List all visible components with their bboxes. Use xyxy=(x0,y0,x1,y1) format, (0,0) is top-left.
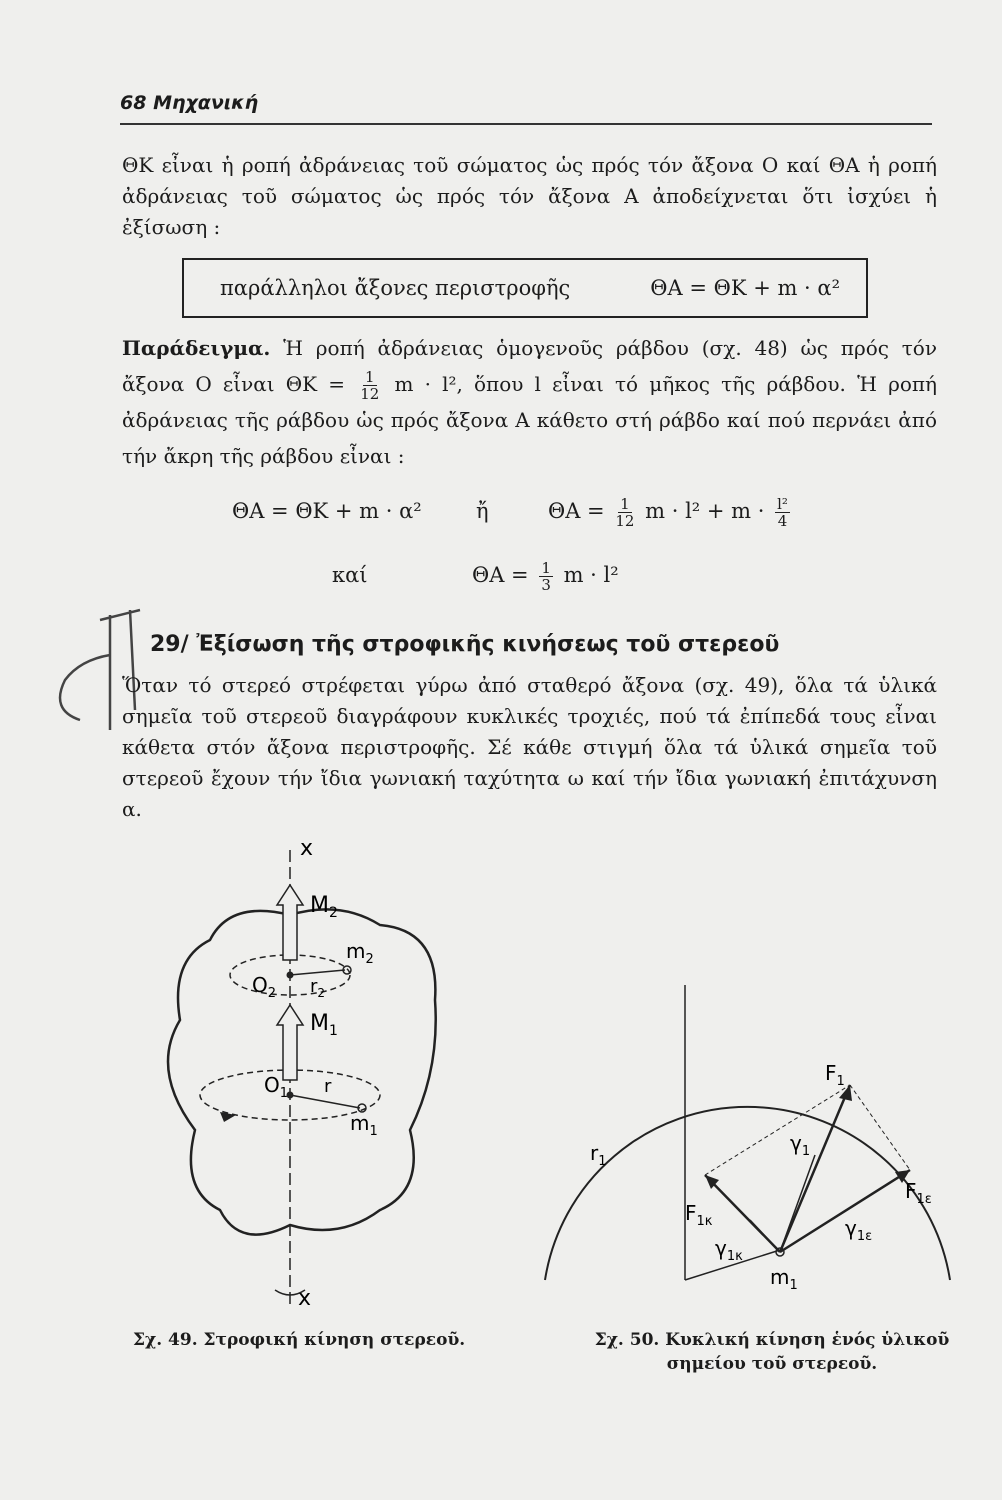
figure-50-caption xyxy=(592,1328,952,1376)
label-r2: $r_2$ xyxy=(310,976,326,1000)
label-m1: $m_1$ xyxy=(350,1111,378,1139)
label-O1: $O_1$ xyxy=(264,1073,289,1101)
vector-g1 xyxy=(780,1155,815,1252)
vector-g1e xyxy=(780,1205,855,1252)
eq1-fraction-numerator: 1 xyxy=(620,495,630,513)
fraction-numerator: 1 xyxy=(364,368,375,386)
equation-1-right xyxy=(548,496,794,529)
figure-49-caption: Σχ. 49. Στροφική κίνηση στερεοῦ. xyxy=(133,1330,466,1350)
example-fraction xyxy=(360,369,379,402)
eq1-fraction-denominator: 12 xyxy=(615,512,635,530)
header-rule xyxy=(120,123,932,125)
eq1-fraction2-numerator: l² xyxy=(777,495,788,513)
label-r1: $r_1$ xyxy=(590,1141,607,1169)
example-text-2: m · l², ὅπου l εἶναι τό μῆκος τῆς ράβδου. xyxy=(394,372,846,396)
chapter-title: Μηχανική xyxy=(153,92,259,114)
eq2-part-b: m · l² xyxy=(563,563,619,587)
label-F1: $F_1$ xyxy=(825,1061,845,1089)
label-M2: $M_2$ xyxy=(310,893,338,921)
label-r1: r xyxy=(324,1076,332,1097)
boxed-equation xyxy=(182,258,868,318)
eq2-fraction-denominator: 3 xyxy=(541,576,551,594)
example-paragraph xyxy=(122,330,937,474)
label-F1e: $F_{1\varepsilon}$ xyxy=(905,1179,932,1207)
eq1-right-part-a: ΘA = xyxy=(548,499,605,523)
label-O2: $O_2$ xyxy=(252,973,277,1001)
figure-50-caption-line-2: σημείου τοῦ στερεοῦ. xyxy=(666,1354,878,1374)
circular-path xyxy=(545,1107,950,1280)
boxed-equation-formula: ΘA = ΘK + m · α² xyxy=(650,276,840,300)
and-word: καί xyxy=(332,563,368,587)
running-head xyxy=(120,92,258,114)
label-x-top: x xyxy=(300,836,314,861)
label-g1e: $\gamma_{1\varepsilon}$ xyxy=(845,1216,873,1244)
eq2-fraction-numerator: 1 xyxy=(541,559,551,577)
eq1-right-part-b: m · l² + m · xyxy=(645,499,765,523)
section-title: Ἐξίσωση τῆς στροφικῆς κινήσεως τοῦ στερεοῦ xyxy=(196,632,780,657)
eq2-fraction xyxy=(539,560,553,593)
orbit-direction-arrow xyxy=(220,1112,236,1122)
example-text-1: Ἡ ροπή ἀδράνειας ὁμογενοῦς ράβδου (σχ. 48) ὡς πρός τόν ἄξονα Ο εἶναι ΘK = xyxy=(122,336,937,396)
fraction-denominator: 12 xyxy=(360,385,380,403)
eq1-fraction2-denominator: 4 xyxy=(777,512,788,530)
label-g1k: $\gamma_{1\kappa}$ xyxy=(715,1236,743,1264)
point-o2 xyxy=(287,972,294,979)
label-g1: $\gamma_1$ xyxy=(790,1131,811,1159)
intro-paragraph: ΘK εἶναι ἡ ροπή ἀδράνειας τοῦ σώματος ὡς πρός τόν ἄξονα Ο καί ΘA ἡ ροπή ἀδράνειας τοῦ σώματος ὡς πρός τόν ἄξονα Α ἀποδείχνεται ὅτι ἰσχύει ἡ ἐξίσωση : xyxy=(122,153,937,239)
equation-1-left: ΘA = ΘK + m · α² xyxy=(232,499,422,523)
label-F1k: $F_{1\kappa}$ xyxy=(685,1201,713,1229)
example-text-3: Ἡ ροπή ἀδράνειας τῆς ράβδου ὡς πρός ἄξονα Α κάθετο στή ράβδο καί πού περνάει ἀπό τήν ἄκρη τῆς ράβδου εἶναι : xyxy=(122,372,938,468)
example-heading: Παράδειγμα. xyxy=(122,336,271,360)
label-M1: $M_1$ xyxy=(310,1011,338,1039)
boxed-equation-label: παράλληλοι ἄξονες περιστροφῆς xyxy=(220,276,571,300)
section-body: Ὅταν τό στερεό στρέφεται γύρω ἀπό σταθερό ἄξονα (σχ. 49), ὅλα τά ὑλικά σημεῖα τοῦ στερεοῦ διαγράφουν κυκλικές τροχιές, πού τά ἐπίπεδά τους εἶναι κάθετα στόν ἄξονα περιστροφῆς. Σέ κάθε στιγμή ὅλα τά ὑλικά σημεῖα τοῦ στερεοῦ ἔχουν τήν ἴδια γωνιακή ταχύτητα ω καί τήν ἴδια γωνιακή ἐπιτάχυνση α. xyxy=(122,673,937,821)
figure-50-caption-line-1: Σχ. 50. Κυκλική κίνηση ἑνός ὑλικοῦ xyxy=(594,1330,950,1350)
radius-r2 xyxy=(290,970,345,975)
parallelogram-edge-2 xyxy=(705,1085,850,1175)
label-m2: $m_2$ xyxy=(346,939,374,967)
eq1-fraction-2 xyxy=(775,496,790,529)
eq1-fraction xyxy=(615,496,634,529)
equation-2 xyxy=(472,560,619,593)
figure-49-rotation-diagram xyxy=(140,830,470,1310)
section-heading xyxy=(150,632,779,657)
rigid-body-outline xyxy=(168,909,436,1234)
moment-arrow-m1 xyxy=(277,1005,303,1080)
or-word: ἤ xyxy=(476,499,489,523)
label-m1: $m_1$ xyxy=(770,1265,798,1293)
moment-arrow-m2 xyxy=(277,885,303,960)
page-number: 68 xyxy=(120,92,147,114)
section-number: 29/ xyxy=(150,632,189,657)
vector-g1k xyxy=(750,1220,780,1252)
eq2-part-a: ΘA = xyxy=(472,563,529,587)
vector-F1 xyxy=(780,1085,850,1252)
parallelogram-edge-1 xyxy=(850,1085,910,1170)
figure-50-circular-motion xyxy=(525,980,965,1300)
label-x-bottom: x xyxy=(298,1286,312,1310)
